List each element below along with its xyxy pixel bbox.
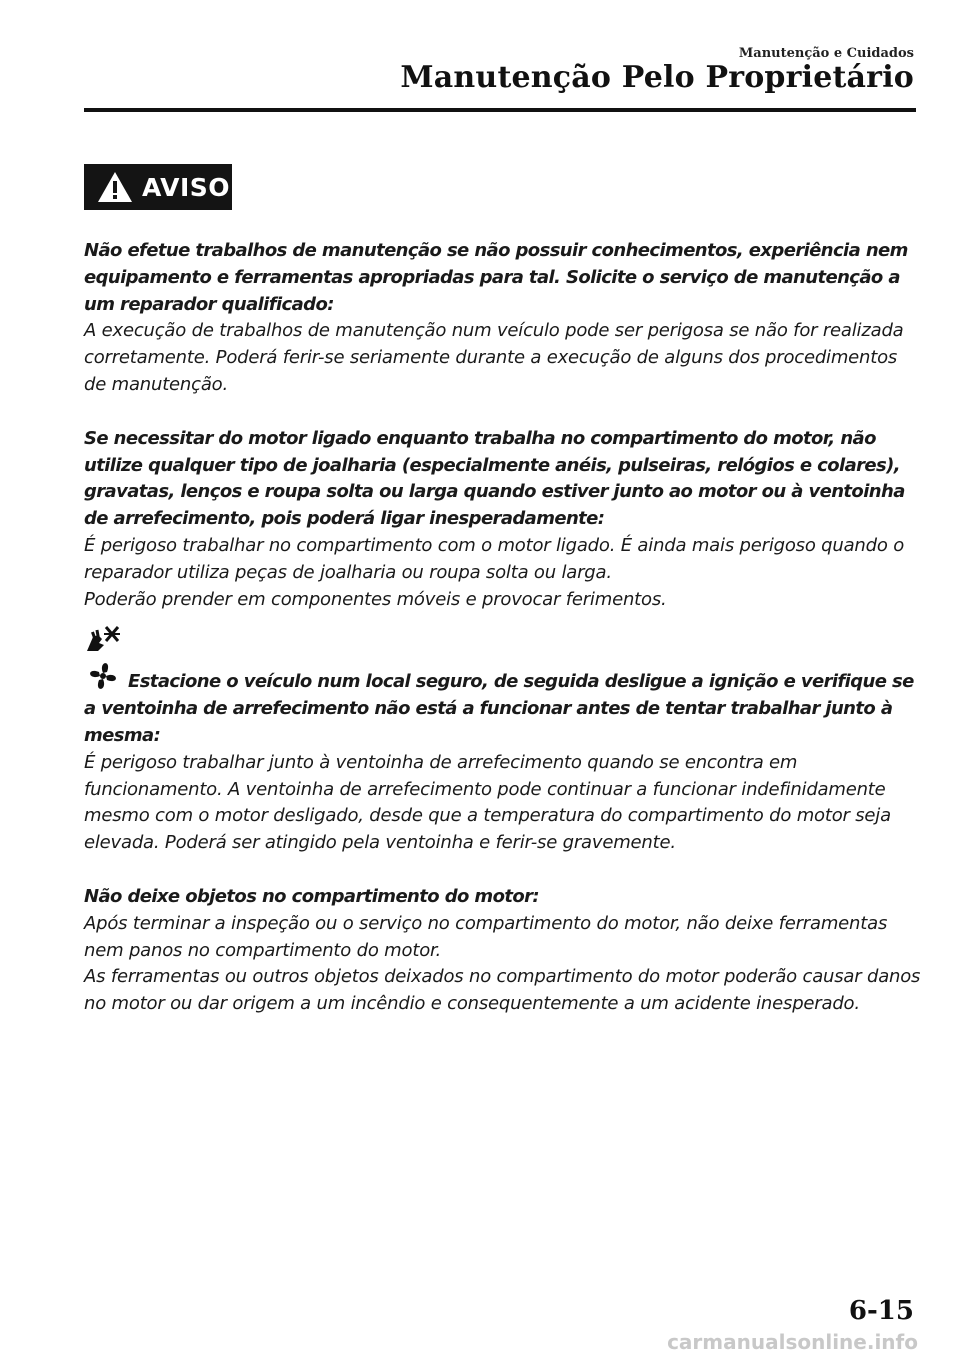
header-divider	[84, 108, 916, 112]
warning-label-box	[84, 164, 232, 210]
warning-heading: Não efetue trabalhos de manutenção se não possuir conhecimentos, experiência nem equipamento e ferramentas apropriadas para tal. Solicite o serviço de manutenção a um reparador qualificado:	[84, 240, 908, 315]
warning-body: Poderão prender em componentes móveis e provocar ferimentos.	[84, 588, 667, 610]
warning-body: É perigoso trabalhar no compartimento com o motor ligado. É ainda mais perigoso quando o reparador utiliza peças de joalharia ou roupa solta ou larga.	[84, 534, 905, 583]
warning-heading: Se necessitar do motor ligado enquanto trabalha no compartimento do motor, não utilize qualquer tipo de joalharia (especialmente anéis, pulseiras, relógios e colares), gravatas, lenços e roupa solta ou larga quando estiver junto ao motor ou à ventoinha de arrefecimento, pois poderá ligar inesperadamente:	[84, 427, 905, 530]
caution-icons	[84, 623, 924, 703]
warning-body: É perigoso trabalhar junto à ventoinha de arrefecimento quando se encontra em funcionamento. A ventoinha de arrefecimento pode continuar a funcionar indefinidamente mesmo com o motor desligado, desde que a temperatura do compartimento do motor seja elevada. Poderá ser atingido pela ventoinha e ferir-se gravemente.	[84, 751, 891, 854]
warning-body: As ferramentas ou outros objetos deixados no compartimento do motor poderão causar danos no motor ou dar origem a um incêndio e consequentemente a um acidente inesperado.	[84, 966, 921, 1015]
warning-triangle-icon	[96, 170, 134, 204]
hand-caution-icon	[84, 623, 122, 655]
warning-label: AVISO	[142, 172, 231, 202]
warning-content	[84, 238, 924, 1018]
section-title: Manutenção e Cuidados	[738, 46, 914, 61]
watermark: carmanualsonline.info	[667, 1330, 918, 1354]
page-number: 6-15	[848, 1296, 914, 1326]
warning-body: A execução de trabalhos de manutenção num veículo pode ser perigosa se não for realizada corretamente. Poderá ferir-se seriamente durante a execução de alguns dos procedimentos de manutenção.	[84, 320, 904, 395]
warning-heading: Não deixe objetos no compartimento do motor:	[84, 885, 539, 907]
page-title: Manutenção Pelo Proprietário	[400, 60, 914, 95]
fan-icon	[86, 659, 120, 693]
warning-heading: Estacione o veículo num local seguro, de seguida desligue a ignição e verifique se a ventoinha de arrefecimento não está a funcionar antes de tentar trabalhar junto à mesma:	[84, 671, 914, 746]
warning-body: Após terminar a inspeção ou o serviço no compartimento do motor, não deixe ferramentas nem panos no compartimento do motor.	[84, 912, 888, 961]
